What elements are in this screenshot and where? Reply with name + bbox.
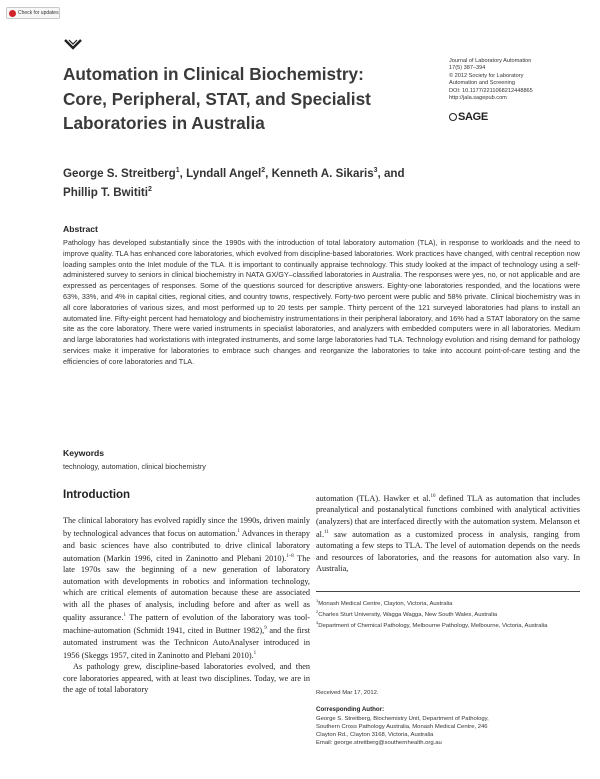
journal-line: 17(5) 387–394 (449, 65, 486, 72)
text-run: automation (TLA). Hawker et al. (316, 493, 431, 503)
article-title: Automation in Clinical Biochemistry: Core, Peripheral, STAT, and Specialist Laboratories in Australia (63, 64, 371, 133)
affiliation-item (316, 619, 580, 630)
text-run: The pattern of evolution of the laboratory was tool-machine-automation (Schmidt 1941, cited in Buttner 1982), (63, 612, 310, 636)
footnote-divider (316, 591, 580, 592)
corresponding-author-details (316, 715, 580, 747)
author-affiliation-marker: 3 (373, 167, 378, 174)
author-name: George S. Streitberg (63, 166, 176, 180)
author-affiliation-marker: 2 (148, 186, 152, 194)
sage-circle-icon (449, 113, 457, 121)
publisher-name: SAGE (458, 111, 488, 123)
citation-superscript[interactable]: 11 (324, 530, 329, 536)
citation-superscript[interactable]: 1 (253, 650, 257, 656)
affiliation-text: Department of Chemical Pathology, Melbourne Pathology, Melbourne, Victoria, Australia (318, 622, 548, 629)
affiliation-marker: 1 (316, 598, 319, 603)
body-column-right (316, 491, 580, 575)
text-run: Advances in therapy and basic sciences have also contributed to drive clinical laboratory automation (Markin 1996, cited in Zaninotto and Plebani 2010). (63, 529, 310, 563)
body-column-left (63, 515, 310, 696)
text-run: defined TLA as automation that includes preanalytical and postanalytical functions combined with analytical activities (analyzers) that are interfaced directly with the automation system. Melanson et al. (316, 493, 580, 539)
affiliation-text: Charles Sturt University, Wagga Wagga, New South Wales, Australia (318, 611, 498, 618)
crossmark-icon (9, 10, 16, 17)
badge-label: Check for updates (18, 10, 59, 16)
intro-paragraph-continued (316, 491, 580, 575)
journal-line: Journal of Laboratory Automation (449, 58, 532, 64)
author-separator: , (265, 166, 272, 180)
journal-logo-icon (64, 38, 82, 50)
corresponding-email[interactable]: Email: george.streitberg@southernhealth.org.au (316, 740, 442, 746)
author-separator: , (179, 166, 187, 180)
author-affiliation-marker: 1 (175, 167, 180, 174)
citation-superscript[interactable]: 1–8 (286, 554, 294, 560)
keywords-text: technology, automation, clinical biochemistry (63, 462, 206, 471)
citation-superscript[interactable]: 10 (430, 494, 436, 499)
intro-paragraph-2: As pathology grew, discipline-based laboratories evolved, and then core laboratories appeared, with at least two disciplines. Today, we are in the age of total laboratory (63, 662, 310, 695)
author-name: Lyndall Angel (186, 166, 262, 180)
author-name: Kenneth A. Sikaris (271, 166, 374, 180)
text-run: and the first automated instrument was the Technicon AutoAnalyser introduced in 1956 (Skeggs 1957, cited in Zaninotto and Plebani 2010). (63, 626, 310, 660)
citation-superscript[interactable]: 1 (237, 529, 240, 535)
citation-superscript[interactable]: 9 (264, 626, 267, 632)
affiliation-item (316, 597, 580, 608)
abstract-text: Pathology has developed substantially since the 1990s with the introduction of total laboratory automation (TLA), in response to workloads and the need to improve quality. TLA has enhanced core laboratories, which evolved from discipline-based laboratories. Work practices have changed, with central reception now loading samples onto the Inlet module of the TLA. It is important to continually appraise technology. This study looked at the impact of technology using a self-administered survey to seniors in clinical biochemistry in NATA GX/GY–classified laboratories in Australia. The responses were yes, no, or not applicable and are expressed as percentages of responses. Some of the questions sourced for descriptive answers. Eighty-one laboratories responded, and the locations were 63%, 33%, and 4% in capital cities, regional cities, and country towns, respectively. Forty-two percent were public and 58% private. Clinical biochemistry was in all core laboratories of various sizes, and most performed up to 20 tests per sample. Thirty percent of the 121 surveyed laboratories had plans to install an automated line. Fifty-eight percent had hematology and biochemistry instrumentations in their peripheral laboratory, and 16% had a STAT laboratory on the same site as the core laboratory. There were varied instruments in specialist laboratories, and analyzers with embedded computers were in all laboratories. Medium and large laboratories had workstations with integrated instruments, and some large laboratories had TLA. Technology evolution and rising demand for pathology services make it imperative for laboratories to embrace such changes and reorganize the laboratories to take into account point-of-care testing and the efficiencies of core laboratories and TLA. (63, 238, 580, 366)
publisher-logo (449, 111, 488, 123)
text-run: The clinical laboratory has evolved rapidly since the 1990s, driven mainly by technological advances that focus on automation. (63, 516, 310, 539)
abstract-heading: Abstract (63, 224, 98, 234)
citation-superscript[interactable]: 1 (123, 613, 126, 619)
affiliation-item (316, 608, 580, 619)
affiliation-marker: 3 (316, 619, 319, 625)
keywords-heading: Keywords (63, 448, 105, 458)
affiliation-text: Monash Medical Centre, Clayton, Victoria, Australia (318, 600, 453, 607)
author-name: Phillip T. Bwititi (63, 186, 149, 200)
author-list (63, 163, 453, 202)
corresponding-author-heading: Corresponding Author: (316, 706, 385, 713)
check-for-updates-badge[interactable] (6, 7, 60, 19)
author-affiliation-marker: 2 (261, 167, 266, 174)
author-separator: , and (377, 166, 405, 180)
affiliations (316, 597, 580, 630)
introduction-heading: Introduction (63, 489, 131, 501)
journal-line: Automation and Screening (449, 80, 515, 87)
received-date: Received Mar 17, 2012. (316, 690, 379, 696)
intro-paragraph-1 (63, 515, 310, 661)
journal-info (449, 58, 579, 102)
corresponding-line: Southern Cross Pathology Australia, Monash Medical Centre, 246 (316, 724, 488, 730)
affiliation-marker: 2 (316, 608, 319, 614)
text-run: saw automation as a customized process in analysis, ranging from automating a few steps to TLA. The level of automation depends on the needs and resources of laboratories, and the reasons for automation also vary. In Australia, (316, 529, 580, 574)
text-run: The late 1970s saw the beginning of a new generation of laboratory automation with developments in robotics and information technology, which are critical elements of automation because these are associated with all the phases of analysis, including before and after as well as quality assurance. (63, 553, 310, 622)
journal-url[interactable]: http://jala.sagepub.com (449, 95, 507, 102)
corresponding-line: George S. Streitberg, Biochemistry Unit, Department of Pathology, (316, 716, 489, 722)
corresponding-line: Clayton Rd., Clayton 3168, Victoria, Australia (316, 732, 434, 738)
journal-line: © 2012 Society for Laboratory (449, 72, 524, 79)
journal-line[interactable]: DOI: 10.1177/2211068212448865 (449, 87, 533, 94)
